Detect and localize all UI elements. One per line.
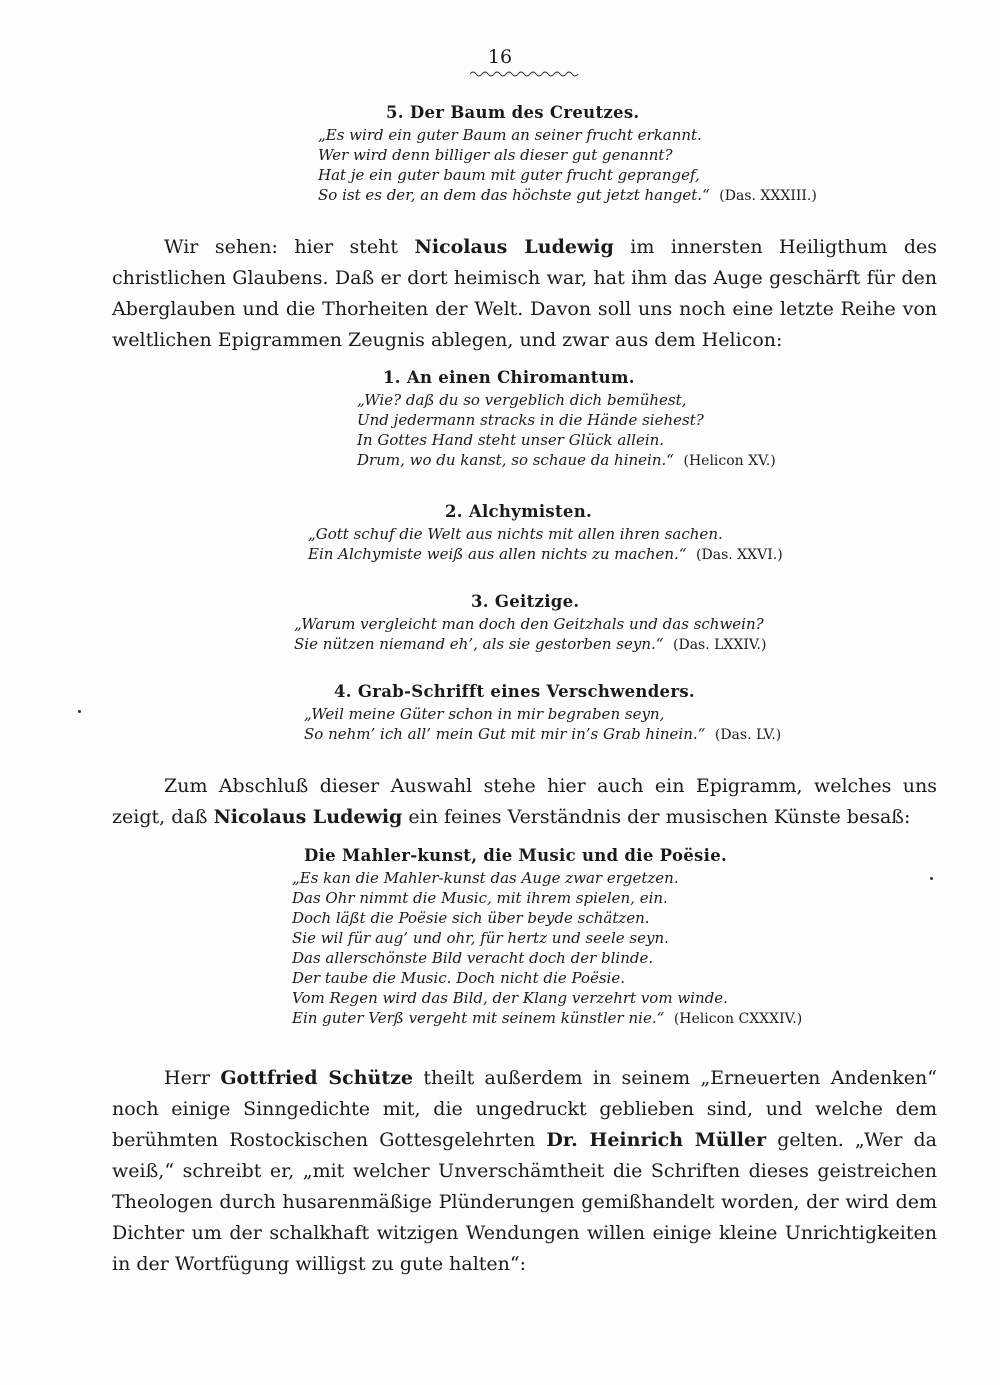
poem-line: Das allerschönste Bild veracht doch der blinde. [292, 949, 654, 967]
poem-line-text: Drum, wo du kanst, so schaue da hinein.“ [357, 451, 674, 469]
poem-source: (Das. LV.) [714, 727, 782, 743]
paragraph-text: im innersten Heiligthum des christlichen Glaubens. Daß er dort heimisch war, hat ihm das Auge geschärft für den Aberglauben und die Thorheiten der Welt. Davon soll uns noch eine letzte Reihe von weltlichen Epigrammen Zeugnis ablegen, und zwar aus dem Helicon: [112, 236, 938, 351]
paragraph-intro [112, 232, 937, 356]
paragraph-abschluss [112, 771, 937, 833]
poem-line: „Gott schuf die Welt aus nichts mit allen ihren sachen. [308, 525, 723, 543]
poem-source: (Das. XXVI.) [696, 547, 783, 563]
poem-title: 4. Grab-Schrifft eines Verschwenders. [334, 682, 695, 701]
poem-line [304, 724, 781, 745]
poem-source: (Helicon XV.) [683, 453, 776, 469]
poem-line [318, 185, 817, 206]
poem-line: „Weil meine Güter schon in mir begraben seyn, [304, 705, 665, 723]
poem-alchymisten [308, 502, 783, 565]
poem-line: „Es kan die Mahler-kunst das Auge zwar ergetzen. [292, 869, 679, 887]
poem-line: Doch läßt die Poësie sich über beyde schätzen. [292, 909, 650, 927]
poem-geitzige [294, 592, 766, 655]
poem-line [292, 1008, 802, 1029]
paragraph-text: theilt außerdem in seinem „Erneuerten Andenken“ noch einige Sinngedichte mit, die ungedruckt geblieben sind, und welche dem berühmten Rostockischen Gottesgelehrten [112, 1067, 937, 1151]
print-speck [78, 710, 81, 713]
poem-line: Und jedermann stracks in die Hände siehest? [357, 411, 704, 429]
paragraph [112, 232, 937, 356]
poem-line: Der taube die Music. Doch nicht die Poësie. [292, 969, 625, 987]
poem-line [294, 634, 766, 655]
poem-baum-des-creutzes [318, 103, 817, 206]
paragraph-text: Zum Abschluß dieser Auswahl stehe hier auch ein Epigramm, welches uns zeigt, daß [112, 775, 937, 828]
paragraph [112, 1063, 937, 1280]
poem-source: (Das. XXXIII.) [719, 188, 817, 204]
poem-line [357, 450, 776, 471]
poem-title: 5. Der Baum des Creutzes. [386, 103, 640, 122]
person-name: Gottfried Schütze [220, 1067, 414, 1089]
poem-source: (Helicon CXXXIV.) [673, 1011, 803, 1027]
poem-line: „Wie? daß du so vergeblich dich bemühest, [357, 391, 687, 409]
poem-title: 3. Geitzige. [471, 592, 580, 611]
poem-grab-schrifft [304, 682, 781, 745]
person-name: Dr. Heinrich Müller [546, 1129, 767, 1151]
poem-title: Die Mahler-kunst, die Music und die Poësie. [304, 846, 728, 865]
person-name: Nicolaus Ludewig [414, 236, 614, 258]
poem-line: Wer wird denn billiger als dieser gut genannt? [318, 146, 673, 164]
person-name: Nicolaus Ludewig [213, 806, 403, 828]
paragraph-text: ein feines Verständnis der musischen Künste besaß: [402, 806, 911, 828]
poem-mahler-kunst [292, 846, 802, 1029]
paragraph-schuetze [112, 1063, 937, 1280]
poem-line: Vom Regen wird das Bild, der Klang verzehrt vom winde. [292, 989, 728, 1007]
paragraph-text: Herr [164, 1067, 221, 1089]
print-speck [930, 877, 933, 880]
poem-title: 2. Alchymisten. [445, 502, 593, 521]
page-number: 16 [487, 46, 513, 68]
poem-source: (Das. LXXIV.) [673, 637, 767, 653]
poem-line-text: So ist es der, an dem das höchste gut jetzt hanget.“ [318, 186, 710, 204]
poem-chiromantum [357, 368, 776, 471]
poem-line [308, 544, 783, 565]
paragraph-text: gelten. „Wer da weiß,“ schreibt er, „mit welcher Unverschämtheit die Schriften dieses geistreichen Theologen durch husarenmäßige Plünderungen gemißhandelt worden, der wird dem Dichter um der schalkhaft witzigen Wendungen willen einige kleine Unrichtigkeiten in der Wortfügung willigst zu gute halten“: [112, 1129, 937, 1275]
poem-line: Sie wil für aug’ und ohr, für hertz und seele seyn. [292, 929, 669, 947]
poem-line: „Warum vergleicht man doch den Geitzhals und das schwein? [294, 615, 764, 633]
poem-title: 1. An einen Chiromantum. [383, 368, 635, 387]
paragraph-text: Wir sehen: hier steht [164, 236, 415, 258]
paragraph [112, 771, 937, 833]
page-number-underline [470, 70, 580, 78]
poem-line-text: Sie nützen niemand eh’, als sie gestorben seyn.“ [294, 635, 664, 653]
poem-line-text: So nehm’ ich all’ mein Gut mit mir in’s Grab hinein.“ [304, 725, 706, 743]
poem-line-text: Ein Alchymiste weiß aus allen nichts zu machen.“ [308, 545, 687, 563]
poem-line: Hat je ein guter baum mit guter frucht geprangef, [318, 166, 700, 184]
poem-line-text: Ein guter Verß vergeht mit seinem künstler nie.“ [292, 1009, 665, 1027]
poem-line: Das Ohr nimmt die Music, mit ihrem spielen, ein. [292, 889, 668, 907]
poem-line: „Es wird ein guter Baum an seiner frucht erkannt. [318, 126, 702, 144]
poem-line: In Gottes Hand steht unser Glück allein. [357, 431, 665, 449]
